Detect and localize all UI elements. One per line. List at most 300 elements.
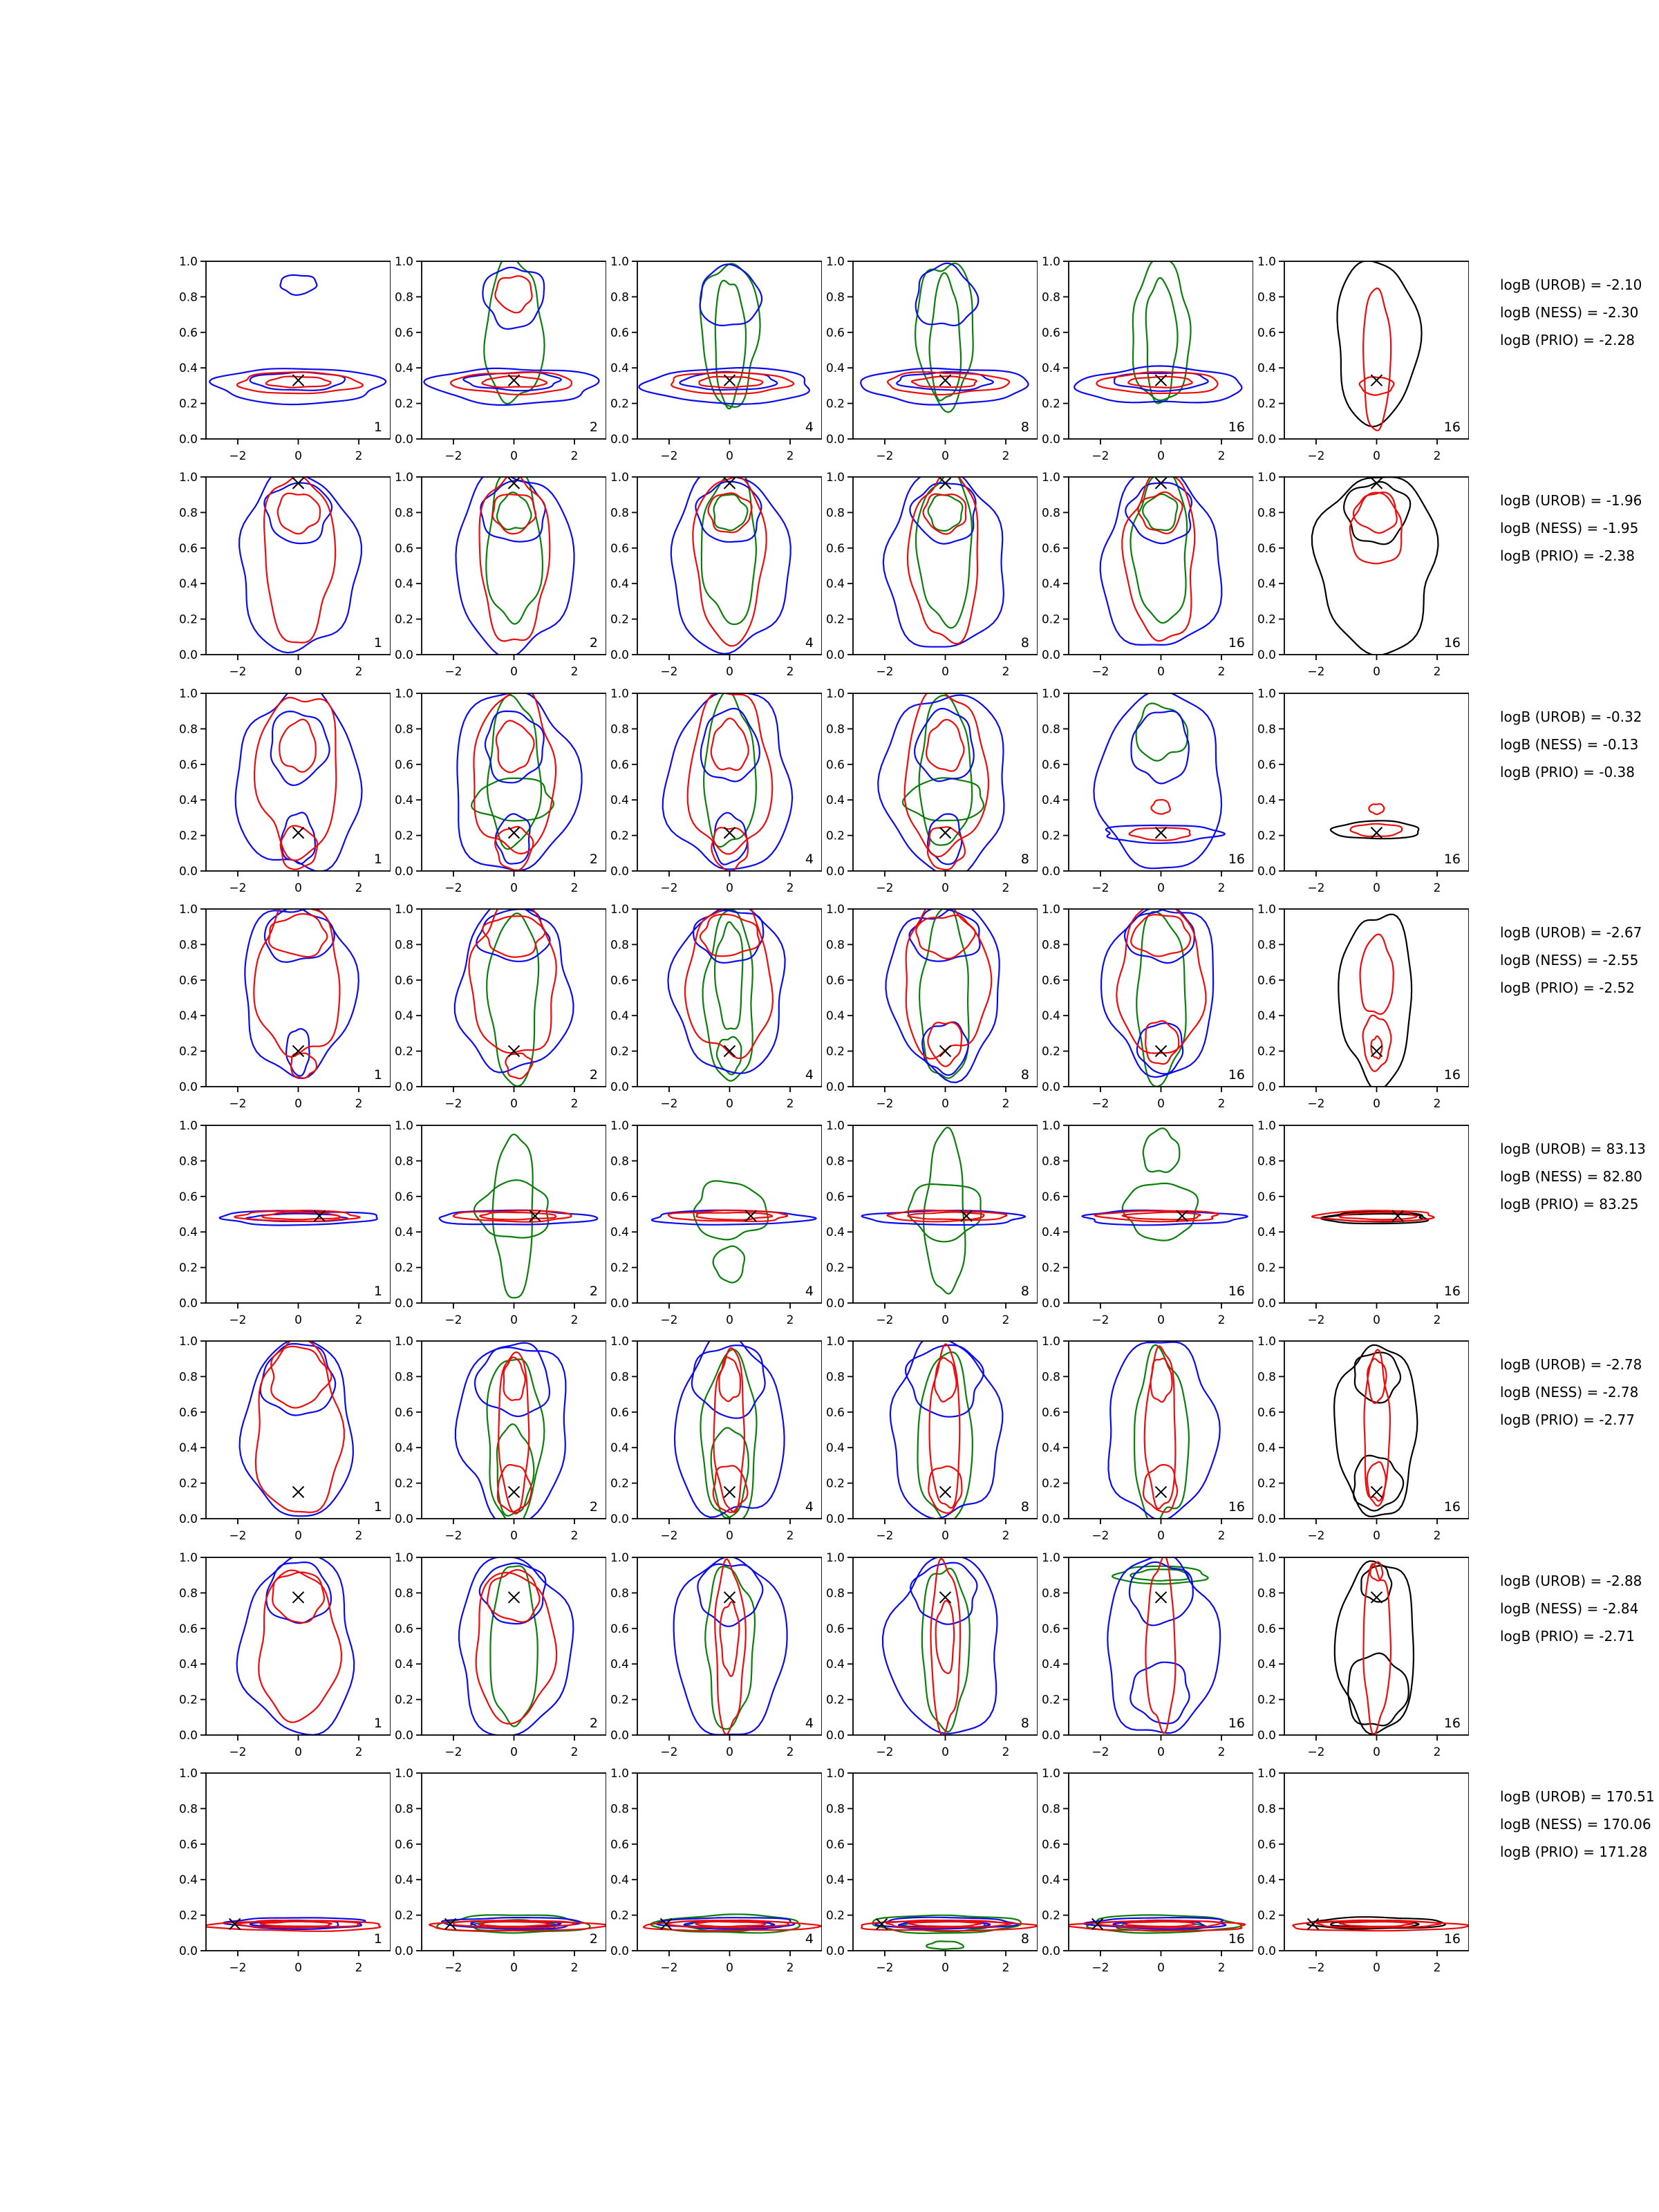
logB-line: logB (PRIO) = -2.52 — [1500, 980, 1635, 996]
svg-text:0.6: 0.6 — [394, 973, 413, 988]
svg-text:1.0: 1.0 — [1041, 1767, 1060, 1781]
svg-text:0.2: 0.2 — [1257, 1693, 1276, 1707]
svg-text:0.0: 0.0 — [825, 1729, 845, 1743]
svg-text:2: 2 — [355, 1745, 363, 1759]
svg-text:2: 2 — [1217, 1745, 1226, 1759]
logB-annotation-row8 — [1500, 1783, 1659, 1866]
svg-text:1.0: 1.0 — [1041, 1335, 1060, 1349]
x-axis-ticks — [669, 1519, 790, 1524]
svg-text:0.6: 0.6 — [825, 326, 845, 340]
svg-text:0.8: 0.8 — [394, 1802, 413, 1817]
particle-count-label: 2 — [589, 420, 598, 435]
svg-text:−2: −2 — [876, 881, 894, 895]
logB-line: logB (PRIO) = -0.38 — [1500, 764, 1635, 780]
y-axis-ticks — [1279, 909, 1284, 1087]
logB-line: logB (UROB) = -2.10 — [1500, 276, 1642, 293]
svg-text:1.0: 1.0 — [1257, 1551, 1276, 1565]
svg-text:0.4: 0.4 — [394, 1009, 413, 1024]
svg-text:0: 0 — [941, 1097, 949, 1111]
svg-text:0.0: 0.0 — [178, 1297, 198, 1311]
svg-text:1.0: 1.0 — [394, 1335, 413, 1349]
subplot-row4-col3 — [606, 903, 822, 1112]
svg-text:0.4: 0.4 — [178, 1009, 198, 1024]
y-tick-labels — [1257, 255, 1276, 447]
svg-text:1.0: 1.0 — [394, 471, 413, 485]
x-tick-labels — [1091, 1313, 1225, 1327]
svg-text:0.6: 0.6 — [1257, 973, 1276, 988]
x-axis-ticks — [1316, 1519, 1437, 1524]
true-value-x-marker — [1371, 1486, 1382, 1497]
axes-spines — [422, 1557, 606, 1735]
true-value-x-marker — [724, 1486, 735, 1497]
contour-lines — [890, 1335, 1003, 1522]
svg-text:0.6: 0.6 — [178, 1405, 198, 1420]
svg-text:0.4: 0.4 — [1257, 1873, 1276, 1888]
x-axis-ticks — [1316, 439, 1437, 444]
svg-text:−2: −2 — [1307, 1529, 1325, 1543]
particle-count-label: 16 — [1228, 420, 1245, 435]
subplot-row1-col1 — [175, 255, 391, 464]
svg-text:0: 0 — [726, 665, 733, 679]
svg-text:1.0: 1.0 — [1041, 1551, 1060, 1565]
svg-text:0.0: 0.0 — [610, 1297, 629, 1311]
svg-text:0.0: 0.0 — [610, 433, 629, 447]
logB-line: logB (NESS) = -0.13 — [1500, 736, 1639, 753]
svg-text:0.4: 0.4 — [610, 577, 629, 592]
x-tick-labels — [1091, 1961, 1225, 1975]
logB-annotation-row4 — [1500, 919, 1659, 1002]
svg-text:0.8: 0.8 — [178, 1370, 198, 1385]
svg-text:0.2: 0.2 — [825, 1477, 845, 1491]
svg-text:−2: −2 — [229, 1313, 247, 1327]
svg-text:1.0: 1.0 — [394, 1551, 413, 1565]
svg-text:0.8: 0.8 — [825, 722, 845, 737]
svg-text:0.4: 0.4 — [394, 577, 413, 592]
x-axis-ticks — [1316, 655, 1437, 660]
x-tick-labels — [1091, 665, 1225, 679]
x-tick-labels — [444, 1097, 578, 1111]
svg-text:0.6: 0.6 — [1041, 973, 1060, 988]
svg-text:2: 2 — [355, 1529, 363, 1543]
svg-text:0.0: 0.0 — [394, 1297, 413, 1311]
svg-text:0.4: 0.4 — [1041, 794, 1060, 808]
svg-text:0.0: 0.0 — [1257, 1729, 1276, 1743]
y-axis-ticks — [1279, 1125, 1284, 1303]
svg-text:0.2: 0.2 — [610, 1261, 629, 1275]
svg-text:1.0: 1.0 — [825, 687, 845, 701]
svg-text:0.0: 0.0 — [1257, 1512, 1276, 1526]
logB-line: logB (PRIO) = -2.77 — [1500, 1412, 1635, 1428]
subplot-row8-col3 — [606, 1767, 822, 1976]
svg-text:0.8: 0.8 — [1257, 722, 1276, 737]
y-tick-labels — [179, 255, 198, 447]
subplot-row3-col3 — [606, 687, 822, 896]
svg-text:0.2: 0.2 — [825, 829, 845, 843]
svg-text:0.6: 0.6 — [178, 973, 198, 988]
svg-text:0.6: 0.6 — [1041, 541, 1060, 556]
contour-lines — [1101, 903, 1213, 1087]
contour-lines — [245, 903, 359, 1078]
svg-text:−2: −2 — [444, 1745, 462, 1759]
y-tick-labels — [610, 471, 629, 662]
svg-text:0: 0 — [294, 1313, 302, 1327]
svg-text:−2: −2 — [444, 1961, 462, 1975]
contour-lines — [883, 1556, 997, 1736]
svg-text:0.8: 0.8 — [1257, 1370, 1276, 1385]
svg-text:0.6: 0.6 — [1041, 1622, 1060, 1636]
svg-text:2: 2 — [570, 449, 579, 463]
y-axis-ticks — [847, 1557, 853, 1735]
contour-lines — [440, 1134, 598, 1297]
svg-text:0.8: 0.8 — [825, 1586, 845, 1601]
y-tick-labels — [826, 903, 845, 1094]
svg-text:1.0: 1.0 — [1041, 903, 1060, 917]
contour-lines — [1335, 1561, 1414, 1734]
particle-count-label: 1 — [373, 1931, 382, 1947]
svg-text:0.2: 0.2 — [1041, 1261, 1060, 1275]
svg-text:2: 2 — [355, 881, 363, 895]
x-tick-labels — [876, 1097, 1009, 1111]
true-value-x-marker — [1371, 478, 1382, 489]
y-axis-ticks — [416, 1557, 422, 1735]
svg-text:1.0: 1.0 — [1257, 687, 1276, 701]
particle-count-label: 16 — [1443, 1284, 1461, 1299]
axes-spines — [206, 693, 391, 871]
svg-text:0.6: 0.6 — [178, 1837, 198, 1852]
x-tick-labels — [229, 1961, 362, 1975]
particle-count-label: 8 — [1020, 635, 1029, 650]
subplot-row3-col6 — [1253, 687, 1469, 896]
y-axis-ticks — [200, 1341, 206, 1519]
x-tick-labels — [1307, 1529, 1441, 1543]
svg-text:−2: −2 — [876, 1529, 894, 1543]
svg-text:0.0: 0.0 — [178, 648, 198, 662]
svg-text:2: 2 — [1002, 1313, 1010, 1327]
svg-text:0.0: 0.0 — [394, 1080, 413, 1094]
svg-text:0.0: 0.0 — [1041, 1080, 1060, 1094]
contour-lines — [674, 1557, 787, 1735]
logB-line: logB (UROB) = -1.96 — [1500, 492, 1642, 509]
svg-text:0.0: 0.0 — [1257, 433, 1276, 447]
svg-text:0.6: 0.6 — [825, 1190, 845, 1204]
y-axis-ticks — [1279, 477, 1284, 655]
svg-text:0.8: 0.8 — [1257, 1586, 1276, 1601]
subplot-row6-col6 — [1253, 1335, 1469, 1544]
subplot-row6-col4 — [822, 1335, 1038, 1544]
svg-text:0: 0 — [1373, 449, 1380, 463]
svg-text:0.2: 0.2 — [394, 397, 413, 411]
svg-text:0: 0 — [1157, 1529, 1165, 1543]
svg-text:0.8: 0.8 — [178, 1154, 198, 1169]
svg-text:2: 2 — [786, 665, 794, 679]
contour-lines — [1065, 1915, 1245, 1933]
subplot-row7-col2 — [391, 1551, 606, 1760]
particle-count-label: 16 — [1443, 1931, 1461, 1947]
y-tick-labels — [1257, 1767, 1276, 1958]
svg-text:1.0: 1.0 — [394, 1767, 413, 1781]
subplot-row3-col2 — [391, 687, 606, 896]
svg-text:−2: −2 — [660, 1745, 678, 1759]
svg-text:0.6: 0.6 — [178, 1190, 198, 1204]
svg-text:−2: −2 — [444, 1097, 462, 1111]
svg-text:0.0: 0.0 — [825, 865, 845, 879]
svg-text:0.8: 0.8 — [825, 1370, 845, 1385]
true-value-x-marker — [940, 1046, 951, 1057]
svg-text:0.4: 0.4 — [825, 1009, 845, 1024]
svg-text:0: 0 — [294, 881, 302, 895]
x-tick-labels — [444, 1745, 578, 1759]
x-axis-ticks — [885, 1951, 1006, 1956]
y-axis-ticks — [416, 1125, 422, 1303]
x-tick-labels — [876, 1313, 1009, 1327]
svg-text:2: 2 — [786, 1961, 794, 1975]
svg-text:0: 0 — [726, 1529, 733, 1543]
y-axis-ticks — [632, 1125, 637, 1303]
svg-text:0.6: 0.6 — [394, 541, 413, 556]
svg-text:2: 2 — [1433, 881, 1441, 895]
svg-text:0.4: 0.4 — [1257, 1226, 1276, 1240]
svg-text:2: 2 — [570, 665, 579, 679]
y-axis-ticks — [847, 693, 853, 871]
svg-text:0.4: 0.4 — [825, 1441, 845, 1456]
x-axis-ticks — [885, 1087, 1006, 1092]
svg-text:2: 2 — [355, 1097, 363, 1111]
y-axis-ticks — [1063, 693, 1069, 871]
contour-lines — [1100, 471, 1222, 645]
svg-text:0.0: 0.0 — [178, 433, 198, 447]
svg-text:0: 0 — [726, 1097, 733, 1111]
svg-text:0.4: 0.4 — [1041, 1658, 1060, 1672]
svg-text:−2: −2 — [1307, 1313, 1325, 1327]
svg-text:0.4: 0.4 — [178, 1873, 198, 1888]
svg-text:0.4: 0.4 — [610, 794, 629, 808]
y-tick-labels — [395, 1767, 413, 1958]
svg-text:0.4: 0.4 — [1257, 794, 1276, 808]
svg-text:0.4: 0.4 — [825, 794, 845, 808]
svg-text:−2: −2 — [229, 449, 247, 463]
svg-text:0.4: 0.4 — [610, 1873, 629, 1888]
particle-count-label: 16 — [1228, 852, 1245, 867]
true-value-x-marker — [724, 1046, 735, 1057]
svg-text:2: 2 — [1217, 449, 1226, 463]
x-axis-ticks — [669, 871, 790, 877]
particle-count-label: 4 — [805, 1931, 814, 1947]
svg-text:2: 2 — [355, 1961, 363, 1975]
svg-text:0: 0 — [294, 449, 302, 463]
y-tick-labels — [610, 255, 629, 447]
svg-text:2: 2 — [786, 1313, 794, 1327]
contour-lines — [1312, 1210, 1434, 1224]
contour-lines — [675, 1335, 785, 1521]
y-axis-ticks — [847, 1341, 853, 1519]
contour-lines — [639, 263, 809, 409]
y-axis-ticks — [1063, 1557, 1069, 1735]
svg-text:−2: −2 — [660, 449, 678, 463]
svg-text:0.6: 0.6 — [178, 758, 198, 772]
y-tick-labels — [610, 1551, 629, 1743]
x-tick-labels — [660, 1745, 794, 1759]
axes-spines — [206, 909, 391, 1087]
y-axis-ticks — [200, 477, 206, 655]
contour-lines — [1293, 1917, 1468, 1931]
svg-text:0: 0 — [510, 665, 518, 679]
svg-text:0.6: 0.6 — [1041, 326, 1060, 340]
svg-text:0.4: 0.4 — [610, 1441, 629, 1456]
svg-text:−2: −2 — [444, 881, 462, 895]
subplot-row3-col4 — [822, 687, 1038, 896]
y-tick-labels — [1042, 471, 1060, 662]
x-tick-labels — [1091, 449, 1225, 463]
x-axis-ticks — [238, 1951, 359, 1956]
particle-count-label: 4 — [805, 635, 814, 650]
x-tick-labels — [1091, 1745, 1225, 1759]
svg-text:0.6: 0.6 — [178, 541, 198, 556]
contour-lines — [459, 1557, 574, 1736]
x-axis-ticks — [1100, 1735, 1221, 1741]
particle-count-label: 16 — [1443, 852, 1461, 867]
particle-count-label: 2 — [589, 1067, 598, 1082]
svg-text:2: 2 — [1433, 1097, 1441, 1111]
y-tick-labels — [395, 1119, 413, 1311]
axes-spines — [1284, 909, 1469, 1087]
x-axis-ticks — [1316, 1735, 1437, 1741]
x-tick-labels — [1307, 1961, 1441, 1975]
svg-text:0.8: 0.8 — [1257, 938, 1276, 953]
contour-lines — [239, 471, 362, 653]
svg-text:2: 2 — [1433, 1745, 1441, 1759]
y-tick-labels — [1042, 255, 1060, 447]
y-axis-ticks — [1063, 1341, 1069, 1519]
subplot-row2-col6 — [1253, 471, 1469, 679]
y-tick-labels — [826, 255, 845, 447]
svg-text:0.2: 0.2 — [1257, 397, 1276, 411]
svg-text:2: 2 — [570, 1313, 579, 1327]
svg-text:−2: −2 — [1307, 1961, 1325, 1975]
svg-text:0.2: 0.2 — [394, 1261, 413, 1275]
svg-text:0.4: 0.4 — [178, 577, 198, 592]
svg-text:1.0: 1.0 — [825, 1767, 845, 1781]
particle-count-label: 8 — [1020, 1499, 1029, 1515]
y-axis-ticks — [416, 693, 422, 871]
x-tick-labels — [229, 1745, 362, 1759]
particle-count-label: 2 — [589, 1931, 598, 1947]
svg-text:1.0: 1.0 — [1041, 471, 1060, 485]
svg-text:0.2: 0.2 — [825, 1261, 845, 1275]
svg-text:0.8: 0.8 — [610, 1370, 629, 1385]
y-axis-ticks — [1063, 1773, 1069, 1951]
y-tick-labels — [826, 471, 845, 662]
svg-text:0: 0 — [941, 1745, 949, 1759]
x-axis-ticks — [1100, 439, 1221, 444]
svg-text:1.0: 1.0 — [178, 687, 198, 701]
x-tick-labels — [660, 1313, 794, 1327]
svg-text:1.0: 1.0 — [1257, 471, 1276, 485]
contour-lines — [455, 903, 574, 1086]
y-axis-ticks — [632, 1557, 637, 1735]
particle-count-label: 8 — [1020, 852, 1029, 867]
y-tick-labels — [395, 903, 413, 1094]
contour-lines — [671, 471, 791, 654]
svg-text:1.0: 1.0 — [825, 1551, 845, 1565]
x-axis-ticks — [1100, 871, 1221, 877]
svg-text:1.0: 1.0 — [825, 471, 845, 485]
svg-text:0.0: 0.0 — [394, 433, 413, 447]
particle-count-label: 16 — [1228, 1067, 1245, 1082]
y-axis-ticks — [1279, 1557, 1284, 1735]
svg-text:0: 0 — [1157, 665, 1165, 679]
y-axis-ticks — [847, 1773, 853, 1951]
svg-text:−2: −2 — [660, 665, 678, 679]
true-value-x-marker — [293, 1592, 304, 1603]
svg-text:1.0: 1.0 — [1257, 903, 1276, 917]
svg-text:0.6: 0.6 — [610, 326, 629, 340]
y-tick-labels — [179, 687, 198, 879]
svg-text:0.0: 0.0 — [1041, 1512, 1060, 1526]
subplot-row6-col1 — [175, 1335, 391, 1544]
true-value-x-marker — [293, 1486, 304, 1497]
svg-text:0.2: 0.2 — [178, 829, 198, 843]
svg-text:0.4: 0.4 — [1041, 1873, 1060, 1888]
x-tick-labels — [876, 1745, 1009, 1759]
logB-line: logB (PRIO) = 83.25 — [1500, 1196, 1639, 1212]
svg-text:−2: −2 — [660, 1097, 678, 1111]
svg-text:2: 2 — [1002, 665, 1010, 679]
svg-text:0.6: 0.6 — [610, 973, 629, 988]
x-axis-ticks — [669, 655, 790, 660]
svg-text:1.0: 1.0 — [610, 1119, 629, 1133]
svg-text:0.8: 0.8 — [178, 722, 198, 737]
logB-annotation-row5 — [1500, 1135, 1659, 1218]
svg-text:0.6: 0.6 — [1257, 1837, 1276, 1852]
svg-text:0.6: 0.6 — [1257, 326, 1276, 340]
svg-text:−2: −2 — [229, 1961, 247, 1975]
y-tick-labels — [1042, 1119, 1060, 1311]
svg-text:0.4: 0.4 — [394, 1873, 413, 1888]
svg-text:0.6: 0.6 — [610, 1190, 629, 1204]
svg-text:0.2: 0.2 — [1257, 829, 1276, 843]
svg-text:−2: −2 — [229, 1529, 247, 1543]
svg-text:0.0: 0.0 — [1257, 1297, 1276, 1311]
axes-spines — [1069, 693, 1253, 871]
svg-text:0.4: 0.4 — [394, 1226, 413, 1240]
svg-text:0.2: 0.2 — [1257, 1477, 1276, 1491]
svg-text:−2: −2 — [1307, 665, 1325, 679]
y-tick-labels — [179, 471, 198, 662]
axes-spines — [1284, 693, 1469, 871]
svg-text:0.2: 0.2 — [1257, 1909, 1276, 1923]
svg-text:0.6: 0.6 — [1257, 541, 1276, 556]
x-tick-labels — [444, 1529, 578, 1543]
x-axis-ticks — [885, 871, 1006, 877]
svg-text:0.4: 0.4 — [178, 1226, 198, 1240]
y-axis-ticks — [847, 909, 853, 1087]
svg-text:0: 0 — [1373, 1745, 1380, 1759]
svg-text:0.2: 0.2 — [825, 1909, 845, 1923]
y-tick-labels — [826, 1335, 845, 1526]
svg-text:1.0: 1.0 — [394, 903, 413, 917]
svg-text:0.0: 0.0 — [178, 1080, 198, 1094]
true-value-x-marker — [724, 1592, 735, 1603]
subplot-row5-col4 — [822, 1119, 1038, 1328]
x-tick-labels — [660, 1097, 794, 1111]
svg-text:1.0: 1.0 — [1041, 687, 1060, 701]
svg-text:2: 2 — [1002, 449, 1010, 463]
svg-text:0: 0 — [510, 1313, 518, 1327]
logB-line: logB (NESS) = -2.30 — [1500, 304, 1639, 321]
x-axis-ticks — [453, 1951, 574, 1956]
subplot-row4-col5 — [1038, 903, 1253, 1112]
x-axis-ticks — [885, 439, 1006, 444]
